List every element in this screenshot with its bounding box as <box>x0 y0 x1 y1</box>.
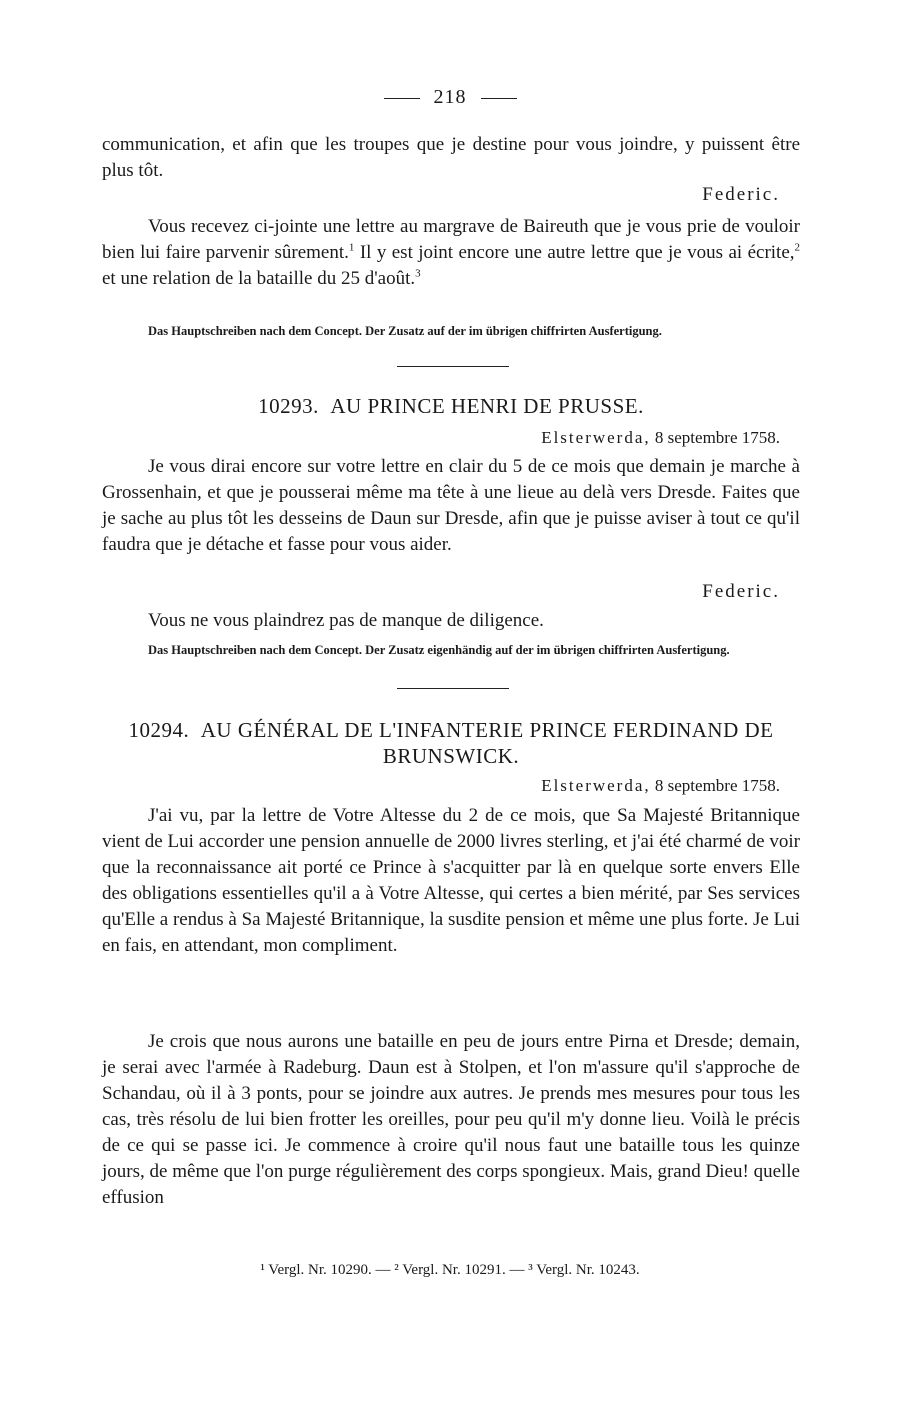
letter-date: 8 septembre 1758. <box>654 776 780 795</box>
page-number-dash-right <box>481 98 517 99</box>
page-number <box>0 86 900 109</box>
section-divider <box>397 366 509 367</box>
letter-heading <box>102 394 800 419</box>
postscript-paragraph <box>102 214 800 292</box>
letter-heading <box>102 717 800 769</box>
page-number-text: 218 <box>433 86 467 108</box>
page-number-dash-left <box>384 98 420 99</box>
continuation-paragraph: communication, et afin que les troupes que je destine pour vous joindre, y puissent être plus tôt. <box>102 134 800 181</box>
letter-dateline <box>541 428 780 448</box>
letter-date: 8 septembre 1758. <box>654 428 780 447</box>
postscript-paragraph: Vous ne vous plaindrez pas de manque de diligence. <box>148 610 544 631</box>
source-note: Das Hauptschreiben nach dem Concept. Der Zusatz auf der im übrigen chiffrirten Ausfertigung. <box>148 324 662 338</box>
footnote-ref-1: 1 <box>348 241 355 254</box>
footnote-ref-3: 3 <box>415 267 421 280</box>
section-divider <box>397 688 509 689</box>
signature: Federic. <box>702 184 780 205</box>
letter-place: Elsterwerda, <box>541 428 651 447</box>
postscript-text-c: et une relation de la bataille du 25 d'août. <box>102 268 416 289</box>
footnote-ref-2: 2 <box>794 241 801 254</box>
letter-title: AU PRINCE HENRI DE PRUSSE. <box>330 394 644 418</box>
letter-title: AU GÉNÉRAL DE L'INFANTERIE PRINCE FERDINAND DE BRUNSWICK. <box>200 718 774 768</box>
letter-place: Elsterwerda, <box>541 776 651 795</box>
source-note: Das Hauptschreiben nach dem Concept. Der Zusatz eigenhändig auf der im übrigen chiffrirten Ausfertigung. <box>148 643 730 657</box>
signature: Federic. <box>702 581 780 602</box>
postscript-text-a: Vous recevez ci-jointe une lettre au margrave de Baireuth que je vous prie de vouloir bien lui faire parvenir sûrement. <box>102 216 800 263</box>
postscript-text-b: Il y est joint encore une autre lettre que je vous ai écrite, <box>354 242 795 263</box>
letter-body: Je vous dirai encore sur votre lettre en clair du 5 de ce mois que demain je marche à Grossenhain, et que je pousserai même ma tête à une lieue au delà vers Dresde. Faites que je sache au plus tôt les desseins de Daun sur Dresde, afin que je puisse aviser à tout ce qu'il faudra que je détache et fasse pour vous aider. <box>102 456 800 555</box>
letter-number: 10294. <box>128 718 190 742</box>
letter-body-paragraph: J'ai vu, par la lettre de Votre Altesse du 2 de ce mois, que Sa Majesté Britannique vient de Lui accorder une pension annuelle de 2000 livres sterling, et j'ai été charmé de voir que la reconnaissance ait porté ce Prince à s'acquitter par là en quelque sorte envers Elle des obligations essentielles qu'il a à Votre Altesse, qui certes a bien mérité, par Ses services qu'Elle a rendus à Sa Majesté Britannique, la susdite pension et même une plus forte. Je Lui en fais, en attendant, mon compliment. <box>102 805 800 956</box>
footnotes: ¹ Vergl. Nr. 10290. — ² Vergl. Nr. 10291. — ³ Vergl. Nr. 10243. <box>260 1262 640 1278</box>
letter-number: 10293. <box>258 394 319 418</box>
letter-body-paragraph: Je crois que nous aurons une bataille en peu de jours entre Pirna et Dresde; demain, je serai avec l'armée à Radeburg. Daun est à Stolpen, et l'on m'assure qu'il s'approche de Schandau, où il à 3 ponts, pour se joindre aux autres. Je prends mes mesures pour tous les cas, très résolu de lui bien frotter les oreilles, pour peu qu'il m'y donne lieu. Voilà le précis de ce qui se passe ici. Je commence à croire qu'il nous faut une bataille tous les quinze jours, de même que l'on purge régulièrement des corps spongieux. Mais, grand Dieu! quelle effusion <box>102 1031 800 1208</box>
letter-dateline <box>541 776 780 796</box>
